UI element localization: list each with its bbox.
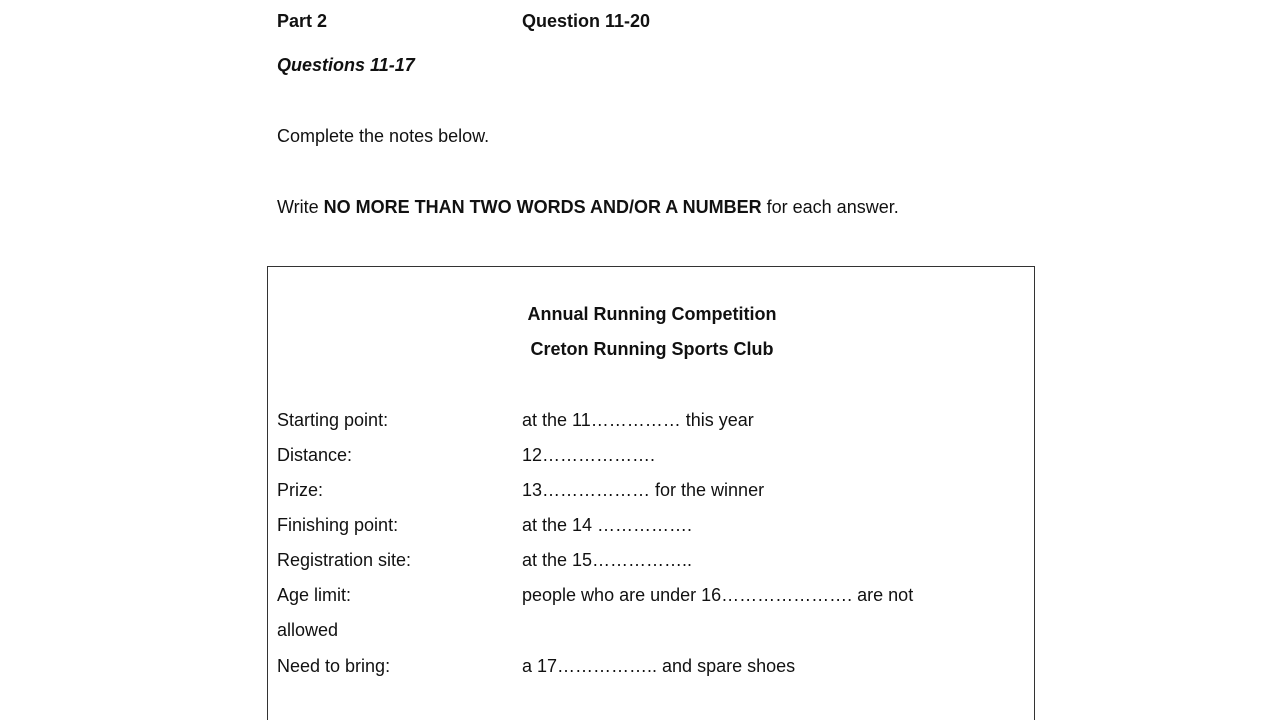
notes-title: Annual Running Competition: [527, 304, 777, 324]
question-range-heading: Question 11-20: [522, 11, 651, 31]
row-value-age-limit: people who are under 16…………………. are not: [522, 585, 914, 605]
instruction-prefix: Write: [277, 197, 324, 217]
row-value-finishing-point: at the 14 …………….: [522, 515, 693, 535]
row-label-registration-site: Registration site:: [277, 550, 412, 570]
instruction-word-limit-bold: NO MORE THAN TWO WORDS AND/OR A NUMBER: [323, 197, 762, 217]
row-value-registration-site: at the 15……………..: [522, 550, 693, 570]
instruction-word-limit: [277, 197, 899, 218]
row-label-finishing-point: Finishing point:: [277, 515, 399, 535]
row-label-starting-point: Starting point:: [277, 410, 389, 430]
instruction-complete-notes: Complete the notes below.: [277, 126, 490, 146]
row-value-distance: 12……………….: [522, 445, 656, 465]
row-label-age-limit: Age limit:: [277, 585, 352, 605]
part-heading: Part 2: [277, 11, 328, 31]
notes-subtitle: Creton Running Sports Club: [530, 339, 774, 359]
row-label-allowed: allowed: [277, 620, 339, 640]
row-value-prize: 13……………… for the winner: [522, 480, 765, 500]
row-label-need-to-bring: Need to bring:: [277, 656, 391, 676]
row-label-distance: Distance:: [277, 445, 353, 465]
questions-subheading: Questions 11-17: [277, 55, 415, 75]
instruction-suffix: for each answer.: [761, 197, 899, 217]
row-value-need-to-bring: a 17…………….. and spare shoes: [522, 656, 796, 676]
notes-box: [267, 266, 1035, 720]
row-value-starting-point: at the 11…………… this year: [522, 410, 754, 430]
row-label-prize: Prize:: [277, 480, 324, 500]
